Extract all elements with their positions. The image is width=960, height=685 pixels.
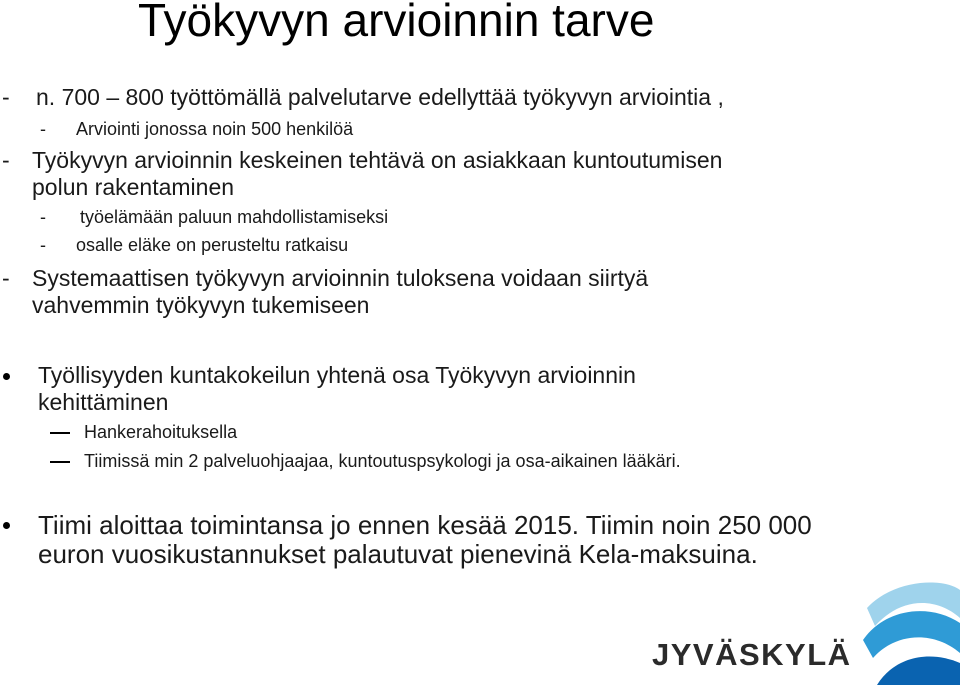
bullet-item-continuation	[0, 539, 960, 569]
dash-marker: -	[2, 265, 10, 291]
item-text: kehittäminen	[38, 389, 169, 415]
item-text: euron vuosikustannukset palautuvat pienevinä Kela-maksuina.	[38, 539, 758, 569]
item-text: Työllisyyden kuntakokeilun yhtenä osa Työkyvyn arvioinnin	[38, 362, 636, 388]
item-text: Systemaattisen työkyvyn arvioinnin tuloksena voidaan siirtyä	[32, 265, 649, 291]
sub-item	[0, 450, 960, 472]
list-item	[0, 83, 960, 111]
bullet-item	[0, 510, 960, 540]
item-text: Työkyvyn arvioinnin keskeinen tehtävä on asiakkaan kuntoutumisen	[32, 147, 723, 173]
logo-arc-dark	[877, 656, 960, 685]
list-item	[0, 118, 960, 140]
dash-marker: -	[40, 207, 46, 227]
item-text: vahvemmin työkyvyn tukemiseen	[32, 292, 370, 318]
en-dash-icon	[50, 432, 70, 434]
list-item-continuation	[0, 173, 960, 201]
list-item	[0, 264, 960, 292]
sub-item	[0, 421, 960, 443]
bullet-item-continuation	[0, 388, 960, 416]
dash-marker: -	[40, 235, 46, 255]
dash-marker: -	[2, 147, 10, 173]
item-text: Tiimi aloittaa toimintansa jo ennen kesää 2015. Tiimin noin 250 000	[38, 510, 812, 540]
item-text: osalle eläke on perusteltu ratkaisu	[76, 235, 349, 255]
list-item	[0, 234, 960, 256]
bullet-dot-icon	[3, 373, 10, 380]
item-text: n. 700 – 800 työttömällä palvelutarve edellyttää työkyvyn arviointia ,	[36, 84, 724, 110]
list-item	[0, 146, 960, 174]
bullet-dot-icon	[3, 522, 10, 529]
item-text: Arviointi jonossa noin 500 henkilöä	[76, 119, 354, 139]
dash-marker: -	[40, 119, 46, 139]
slide-title: Työkyvyn arvioinnin tarve	[138, 0, 655, 46]
dash-marker: -	[2, 84, 10, 110]
item-text: työelämään paluun mahdollistamiseksi	[80, 207, 389, 227]
item-text: polun rakentaminen	[32, 174, 235, 200]
jyvaskyla-logo-text: JYVÄSKYLÄ	[652, 637, 852, 672]
item-text: Tiimissä min 2 palveluohjaajaa, kuntoutuspsykologi ja osa-aikainen lääkäri.	[84, 451, 681, 471]
en-dash-icon	[50, 461, 70, 463]
list-item	[0, 206, 960, 228]
list-item-continuation	[0, 291, 960, 319]
jyvaskyla-logo-mark-icon	[855, 578, 960, 685]
item-text: Hankerahoituksella	[84, 422, 238, 442]
bullet-item	[0, 361, 960, 389]
